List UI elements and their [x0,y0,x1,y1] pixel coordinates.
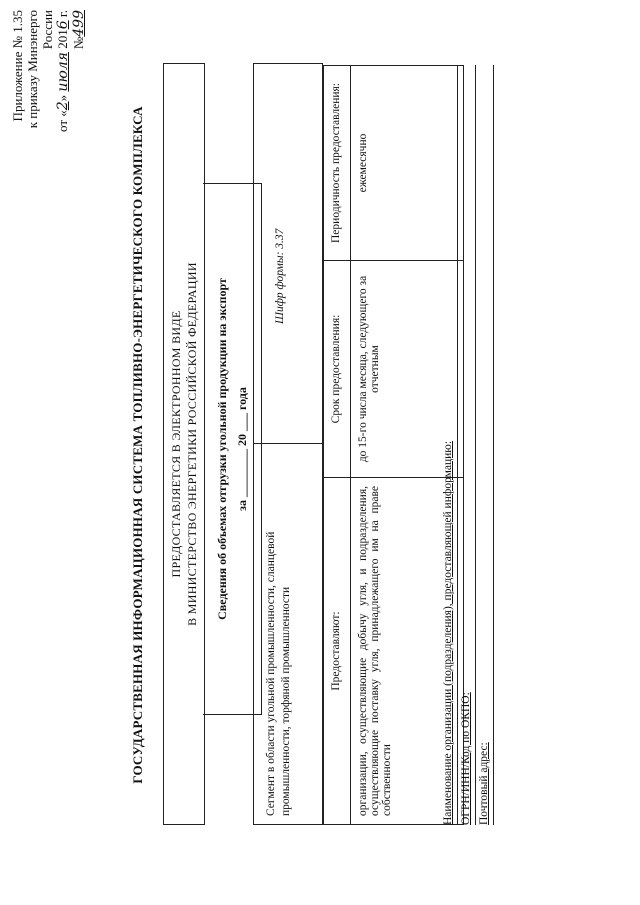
segment-text: Сегмент в области угольной промышленности, сланцевой промышленности, торфяной промышленности [265,531,292,816]
form-cipher: Шифр формы: 3.37 [274,228,286,324]
address-row [476,65,494,825]
address-label: Почтовый адрес: [478,742,490,825]
annex-date-month: июля [55,52,71,92]
annex-line-3: от «2» июля 2016 г. №499 [55,10,87,133]
header-provided-by: Предоставляют: [324,478,351,825]
form-title-line-2: за ________ 20 ___ года [235,387,249,511]
header-deadline: Срок предоставления: [324,261,351,478]
table-header-row [324,66,351,825]
segment-box [253,63,323,825]
annex-order-number: 499 [71,10,87,37]
submission-line-1: ПРЕДОСТАВЛЯЕТСЯ В ЭЛЕКТРОННОМ ВИДЕ [169,310,183,578]
annex-date-day: 2 [55,101,71,111]
org-name-label: Наименование организации (подразделения), предоставляющей информацию: [442,440,454,825]
form-title-line-1: Сведения об объемах отгрузки угольной продукции на экспорт [215,278,229,620]
main-title: ГОСУДАРСТВЕННАЯ ИНФОРМАЦИОННАЯ СИСТЕМА ТОПЛИВНО-ЭНЕРГЕТИЧЕСКОГО КОМПЛЕКСА [130,106,145,784]
annex-block [10,10,87,170]
org-name-row [440,65,458,825]
cell-provided-by: организации, осуществляющие добычу угля, и подразделения, осуществляющие поставку угля, принадлежащего им на праве собственности [351,478,464,825]
ogrn-row [458,65,476,825]
annex-year-digit: 6 [55,20,71,30]
ogrn-label: ОГРН/ИНН/Код по ОКПО: [460,692,472,825]
cell-periodicity: ежемесячно [351,66,464,261]
annex-line-1: Приложение № 1.35 [10,10,25,122]
header-periodicity: Периодичность предоставления: [324,66,351,261]
submission-line-2: В МИНИСТЕРСТВО ЭНЕРГЕТИКИ РОССИЙСКОЙ ФЕДЕРАЦИИ [185,262,199,626]
submission-box [163,63,205,825]
annex-line-2: к приказу Минэнерго России [25,10,55,129]
segment-divider [254,443,322,444]
org-info-block [440,65,494,825]
cell-deadline: до 15-го числа месяца, следующего за отчетным [351,261,464,478]
